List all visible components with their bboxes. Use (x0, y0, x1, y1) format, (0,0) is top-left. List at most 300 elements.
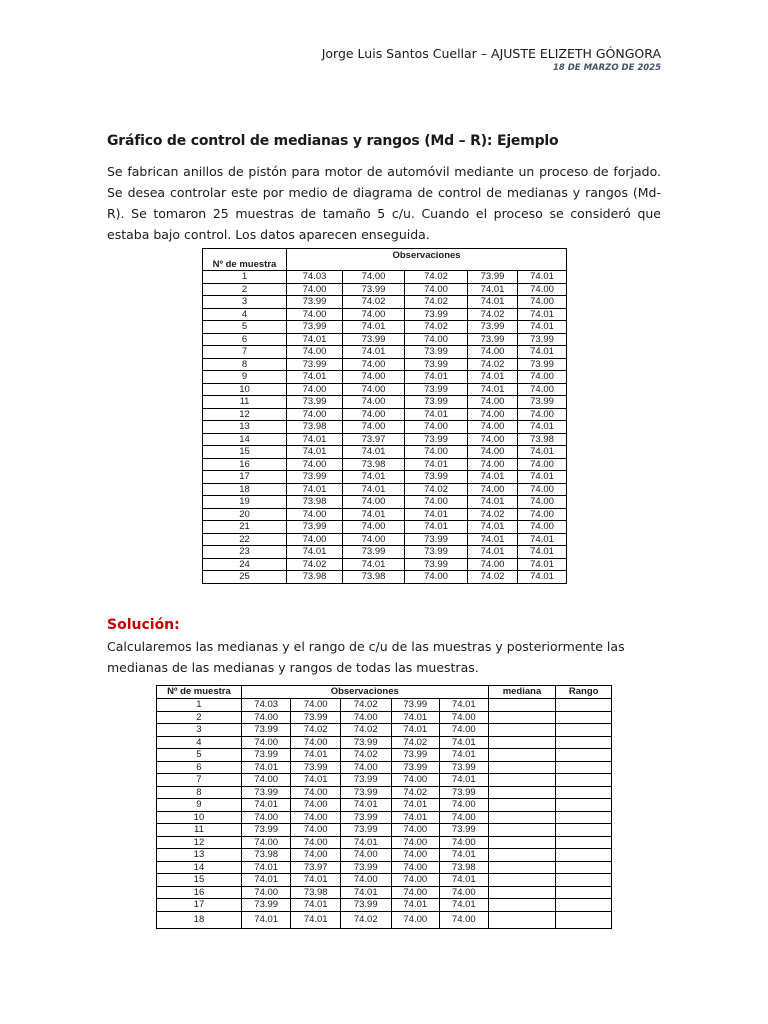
observation-cell: 74.00 (287, 383, 343, 396)
observation-cell: 74.01 (241, 799, 291, 812)
table-row (157, 811, 612, 824)
observation-cell: 74.00 (287, 533, 343, 546)
sample-number-cell: 10 (157, 811, 242, 824)
observation-cell: 74.01 (440, 774, 489, 787)
observation-cell: 74.01 (468, 471, 518, 484)
observation-cell: 74.01 (468, 546, 518, 559)
range-cell (556, 699, 612, 712)
range-cell (556, 724, 612, 737)
median-cell (488, 699, 556, 712)
table-row (157, 824, 612, 837)
observation-cell: 74.00 (241, 886, 291, 899)
observation-cell: 73.99 (241, 824, 291, 837)
observation-cell: 74.00 (291, 836, 341, 849)
observation-cell: 74.00 (468, 396, 518, 409)
observation-cell: 74.01 (440, 749, 489, 762)
observation-cell: 73.99 (468, 271, 518, 284)
observation-cell: 74.02 (468, 571, 518, 584)
range-cell (556, 811, 612, 824)
observation-cell: 74.01 (405, 458, 468, 471)
observation-cell: 74.00 (440, 811, 489, 824)
observation-cell: 74.00 (343, 533, 405, 546)
table-row (157, 861, 612, 874)
median-cell (488, 786, 556, 799)
observation-cell: 74.01 (468, 383, 518, 396)
observation-cell: 74.02 (340, 724, 391, 737)
table-row (157, 724, 612, 737)
observation-cell: 73.99 (340, 786, 391, 799)
sample-number-cell: 14 (157, 861, 242, 874)
sample-number-cell: 5 (157, 749, 242, 762)
observation-cell: 74.01 (468, 296, 518, 309)
observation-cell: 73.97 (343, 433, 405, 446)
sample-number-cell: 18 (203, 483, 287, 496)
column-header-median: mediana (488, 686, 556, 699)
observation-cell: 74.02 (343, 296, 405, 309)
range-cell (556, 749, 612, 762)
observation-cell: 74.00 (440, 836, 489, 849)
observation-cell: 74.00 (343, 396, 405, 409)
table-row (203, 346, 567, 359)
observation-cell: 73.97 (291, 861, 341, 874)
table-row (203, 321, 567, 334)
observation-cell: 73.98 (343, 571, 405, 584)
observation-cell: 73.99 (287, 521, 343, 534)
header-date: 18 DE MARZO DE 2025 (552, 63, 661, 73)
observation-cell: 74.00 (291, 824, 341, 837)
observation-cell: 74.01 (241, 911, 291, 928)
range-cell (556, 824, 612, 837)
observation-cell: 74.01 (391, 899, 440, 912)
observation-cell: 74.00 (440, 724, 489, 737)
observation-cell: 74.01 (405, 508, 468, 521)
observation-cell: 74.01 (343, 321, 405, 334)
observation-cell: 73.99 (440, 761, 489, 774)
observation-cell: 74.02 (468, 508, 518, 521)
sample-number-cell: 4 (157, 736, 242, 749)
median-cell (488, 911, 556, 928)
observation-cell: 74.01 (391, 724, 440, 737)
sample-number-cell: 21 (203, 521, 287, 534)
median-cell (488, 861, 556, 874)
observation-cell: 74.00 (340, 761, 391, 774)
sample-number-cell: 7 (157, 774, 242, 787)
observation-cell: 73.99 (287, 296, 343, 309)
observation-cell: 74.00 (405, 571, 468, 584)
observation-cell: 74.01 (343, 483, 405, 496)
range-cell (556, 899, 612, 912)
observation-cell: 73.99 (405, 433, 468, 446)
observation-cell: 74.01 (518, 546, 567, 559)
observation-cell: 74.00 (391, 849, 440, 862)
sample-number-cell: 13 (157, 849, 242, 862)
observation-cell: 73.99 (391, 749, 440, 762)
observation-cell: 74.00 (340, 874, 391, 887)
observation-cell: 74.01 (518, 558, 567, 571)
observation-cell: 74.00 (468, 483, 518, 496)
observation-cell: 73.99 (405, 383, 468, 396)
range-cell (556, 736, 612, 749)
observation-cell: 74.00 (287, 508, 343, 521)
sample-number-cell: 7 (203, 346, 287, 359)
observation-cell: 74.00 (518, 296, 567, 309)
observation-cell: 74.00 (343, 371, 405, 384)
observation-cell: 73.99 (391, 699, 440, 712)
sample-number-cell: 4 (203, 308, 287, 321)
observation-cell: 73.99 (405, 546, 468, 559)
range-cell (556, 861, 612, 874)
observation-cell: 74.00 (405, 446, 468, 459)
observation-cell: 74.01 (287, 371, 343, 384)
observation-cell: 74.00 (291, 786, 341, 799)
sample-number-cell: 17 (203, 471, 287, 484)
observation-cell: 74.00 (291, 736, 341, 749)
sample-number-cell: 6 (203, 333, 287, 346)
table-row (203, 396, 567, 409)
observation-cell: 73.98 (287, 571, 343, 584)
median-cell (488, 849, 556, 862)
observation-cell: 73.99 (340, 811, 391, 824)
column-header-sample: Nº de muestra (203, 249, 287, 271)
observation-cell: 74.02 (405, 483, 468, 496)
observation-cell: 73.98 (518, 433, 567, 446)
observation-cell: 74.00 (241, 836, 291, 849)
observation-cell: 74.01 (241, 874, 291, 887)
observation-cell: 74.01 (291, 899, 341, 912)
observation-cell: 74.00 (291, 699, 341, 712)
observation-cell: 74.03 (287, 271, 343, 284)
observation-cell: 74.02 (405, 271, 468, 284)
median-cell (488, 874, 556, 887)
sample-number-cell: 13 (203, 421, 287, 434)
observation-cell: 74.00 (391, 886, 440, 899)
table-row (203, 446, 567, 459)
observation-cell: 73.99 (241, 786, 291, 799)
observation-cell: 73.99 (343, 283, 405, 296)
observation-cell: 74.00 (391, 911, 440, 928)
observation-cell: 73.99 (440, 786, 489, 799)
observation-cell: 74.00 (241, 811, 291, 824)
observation-cell: 73.98 (291, 886, 341, 899)
table-row (157, 736, 612, 749)
intro-paragraph: Se fabrican anillos de pistón para motor de automóvil mediante un proceso de forjado. Se desea controlar este por medio de diagrama de control de medianas y rangos (Md-R). Se tomaron 25 muestras de tamaño 5 c/u. Cuando el proceso se consideró que estaba bajo control. Los datos aparecen enseguida. (107, 164, 661, 242)
observation-cell: 74.00 (287, 283, 343, 296)
sample-number-cell: 25 (203, 571, 287, 584)
observation-cell: 74.00 (340, 711, 391, 724)
sample-number-cell: 1 (157, 699, 242, 712)
observation-cell: 74.01 (291, 749, 341, 762)
observation-cell: 74.02 (468, 358, 518, 371)
observation-cell: 73.99 (405, 308, 468, 321)
observation-cell: 73.99 (340, 774, 391, 787)
range-cell (556, 849, 612, 862)
observation-cell: 74.00 (405, 333, 468, 346)
table-row (203, 496, 567, 509)
observation-cell: 74.00 (287, 308, 343, 321)
observation-cell: 74.00 (518, 283, 567, 296)
observation-cell: 74.01 (287, 433, 343, 446)
observation-cell: 74.01 (518, 271, 567, 284)
header-author: Jorge Luis Santos Cuellar – AJUSTE ELIZETH GÓNGORA (321, 46, 661, 61)
observation-cell: 74.01 (468, 496, 518, 509)
range-cell (556, 886, 612, 899)
median-cell (488, 824, 556, 837)
observation-cell: 74.00 (468, 408, 518, 421)
sample-number-cell: 11 (203, 396, 287, 409)
observation-cell: 74.00 (518, 371, 567, 384)
table-row (203, 508, 567, 521)
sample-number-cell: 8 (157, 786, 242, 799)
observation-cell: 74.01 (518, 308, 567, 321)
range-cell (556, 911, 612, 928)
observation-cell: 73.99 (518, 358, 567, 371)
observation-cell: 74.02 (391, 736, 440, 749)
observation-cell: 74.00 (241, 711, 291, 724)
observation-cell: 74.01 (343, 446, 405, 459)
table-row (203, 333, 567, 346)
observation-cell: 74.00 (518, 408, 567, 421)
table-row (203, 296, 567, 309)
sample-number-cell: 16 (157, 886, 242, 899)
observation-cell: 74.01 (287, 483, 343, 496)
observation-cell: 74.00 (468, 446, 518, 459)
observation-cell: 74.02 (340, 749, 391, 762)
observation-cell: 74.00 (468, 558, 518, 571)
table-row (203, 283, 567, 296)
observation-cell: 73.99 (241, 724, 291, 737)
data-table (202, 248, 567, 584)
observation-cell: 74.00 (518, 496, 567, 509)
observation-cell: 74.00 (241, 736, 291, 749)
range-cell (556, 786, 612, 799)
table-row (203, 533, 567, 546)
observation-cell: 74.01 (518, 421, 567, 434)
observation-cell: 74.00 (405, 421, 468, 434)
observation-cell: 74.00 (518, 383, 567, 396)
range-cell (556, 711, 612, 724)
sample-number-cell: 15 (157, 874, 242, 887)
table-row (203, 433, 567, 446)
sample-number-cell: 18 (157, 911, 242, 928)
solution-table (156, 685, 612, 929)
observation-cell: 73.98 (241, 849, 291, 862)
table-row (157, 749, 612, 762)
table-row (157, 761, 612, 774)
sample-number-cell: 3 (203, 296, 287, 309)
observation-cell: 74.00 (391, 774, 440, 787)
observation-cell: 74.00 (343, 383, 405, 396)
observation-cell: 74.02 (405, 296, 468, 309)
observation-cell: 74.00 (468, 421, 518, 434)
observation-cell: 74.00 (405, 496, 468, 509)
observation-cell: 74.00 (340, 849, 391, 862)
observation-cell: 74.00 (287, 458, 343, 471)
observation-cell: 73.99 (405, 533, 468, 546)
table-row (157, 699, 612, 712)
table-row (157, 874, 612, 887)
sample-number-cell: 20 (203, 508, 287, 521)
observation-cell: 74.00 (440, 799, 489, 812)
observation-cell: 73.99 (405, 358, 468, 371)
sample-number-cell: 16 (203, 458, 287, 471)
observation-cell: 74.00 (440, 711, 489, 724)
observation-cell: 73.99 (468, 333, 518, 346)
sample-number-cell: 1 (203, 271, 287, 284)
observation-cell: 73.98 (287, 496, 343, 509)
observation-cell: 74.01 (468, 521, 518, 534)
observation-cell: 74.01 (405, 371, 468, 384)
median-cell (488, 724, 556, 737)
observation-cell: 74.00 (518, 483, 567, 496)
observation-cell: 74.00 (291, 811, 341, 824)
observation-cell: 74.00 (291, 849, 341, 862)
observation-cell: 74.02 (291, 724, 341, 737)
observation-cell: 74.00 (343, 271, 405, 284)
sample-number-cell: 2 (203, 283, 287, 296)
observation-cell: 73.99 (518, 333, 567, 346)
observation-cell: 73.98 (343, 458, 405, 471)
observation-cell: 74.01 (287, 333, 343, 346)
observation-cell: 74.00 (343, 358, 405, 371)
observation-cell: 74.00 (241, 774, 291, 787)
table-row (157, 836, 612, 849)
observation-cell: 73.99 (340, 899, 391, 912)
observation-cell: 74.00 (391, 824, 440, 837)
observation-cell: 74.00 (287, 408, 343, 421)
range-cell (556, 761, 612, 774)
table-row (203, 271, 567, 284)
observation-cell: 74.01 (291, 911, 341, 928)
observation-cell: 74.00 (468, 433, 518, 446)
observation-cell: 74.00 (518, 521, 567, 534)
sample-number-cell: 10 (203, 383, 287, 396)
observation-cell: 74.00 (440, 886, 489, 899)
observation-cell: 74.01 (440, 874, 489, 887)
median-cell (488, 736, 556, 749)
observation-cell: 74.01 (518, 346, 567, 359)
sample-number-cell: 24 (203, 558, 287, 571)
table-row (157, 711, 612, 724)
observation-cell: 73.99 (343, 333, 405, 346)
range-cell (556, 836, 612, 849)
observation-cell: 74.00 (343, 408, 405, 421)
observation-cell: 73.99 (405, 558, 468, 571)
observation-cell: 74.01 (518, 533, 567, 546)
observation-cell: 73.99 (291, 761, 341, 774)
observation-cell: 74.01 (343, 471, 405, 484)
observation-cell: 73.98 (287, 421, 343, 434)
observation-cell: 74.01 (440, 736, 489, 749)
range-cell (556, 799, 612, 812)
sample-number-cell: 6 (157, 761, 242, 774)
observation-cell: 74.00 (343, 496, 405, 509)
observation-cell: 74.01 (391, 711, 440, 724)
column-header-sample: Nº de muestra (157, 686, 242, 699)
observation-cell: 74.01 (440, 899, 489, 912)
sample-number-cell: 12 (203, 408, 287, 421)
sample-number-cell: 9 (157, 799, 242, 812)
observation-cell: 73.99 (391, 761, 440, 774)
observation-cell: 74.00 (343, 521, 405, 534)
median-cell (488, 836, 556, 849)
sample-number-cell: 14 (203, 433, 287, 446)
range-cell (556, 774, 612, 787)
observation-cell: 74.01 (343, 558, 405, 571)
table-row (203, 358, 567, 371)
solution-paragraph: Calcularemos las medianas y el rango de c/u de las muestras y posteriormente las medianas de las medianas y rangos de todas las muestras. (107, 639, 625, 675)
observation-cell: 73.99 (241, 749, 291, 762)
observation-cell: 74.01 (343, 508, 405, 521)
observation-cell: 74.00 (440, 911, 489, 928)
observation-cell: 74.00 (405, 283, 468, 296)
table-row (203, 308, 567, 321)
median-cell (488, 886, 556, 899)
median-cell (488, 749, 556, 762)
sample-number-cell: 15 (203, 446, 287, 459)
observation-cell: 74.01 (391, 811, 440, 824)
median-cell (488, 899, 556, 912)
sample-number-cell: 9 (203, 371, 287, 384)
sample-number-cell: 5 (203, 321, 287, 334)
observation-cell: 73.99 (287, 396, 343, 409)
solution-title: Solución: (107, 617, 180, 633)
observation-cell: 73.99 (287, 321, 343, 334)
observation-cell: 73.99 (518, 396, 567, 409)
observation-cell: 74.02 (391, 786, 440, 799)
observation-cell: 74.01 (241, 861, 291, 874)
observation-cell: 74.01 (340, 886, 391, 899)
observation-cell: 74.01 (241, 761, 291, 774)
observation-cell: 74.02 (340, 911, 391, 928)
observation-cell: 73.99 (340, 861, 391, 874)
table-row (157, 799, 612, 812)
table-row (203, 483, 567, 496)
median-cell (488, 711, 556, 724)
observation-cell: 73.99 (468, 321, 518, 334)
table-row (203, 383, 567, 396)
table-row (203, 521, 567, 534)
observation-cell: 74.00 (391, 874, 440, 887)
column-header-range: Rango (556, 686, 612, 699)
table-row (203, 471, 567, 484)
table-row (157, 886, 612, 899)
median-cell (488, 774, 556, 787)
observation-cell: 73.99 (287, 358, 343, 371)
observation-cell: 73.99 (343, 546, 405, 559)
table-row (203, 408, 567, 421)
observation-cell: 74.00 (518, 508, 567, 521)
observation-cell: 73.99 (405, 396, 468, 409)
column-header-observations: Observaciones (241, 686, 488, 699)
observation-cell: 73.99 (440, 824, 489, 837)
table-row (203, 546, 567, 559)
table-row (203, 371, 567, 384)
observation-cell: 74.01 (440, 849, 489, 862)
observation-cell: 73.99 (340, 736, 391, 749)
observation-cell: 74.00 (343, 421, 405, 434)
observation-cell: 74.00 (391, 861, 440, 874)
section-title: Gráfico de control de medianas y rangos (Md – R): Ejemplo (107, 133, 559, 149)
observation-cell: 74.01 (518, 446, 567, 459)
table-row (203, 558, 567, 571)
sample-number-cell: 23 (203, 546, 287, 559)
observation-cell: 74.02 (287, 558, 343, 571)
sample-number-cell: 2 (157, 711, 242, 724)
observation-cell: 74.01 (518, 471, 567, 484)
table-row (157, 899, 612, 912)
observation-cell: 74.03 (241, 699, 291, 712)
table-row (157, 786, 612, 799)
